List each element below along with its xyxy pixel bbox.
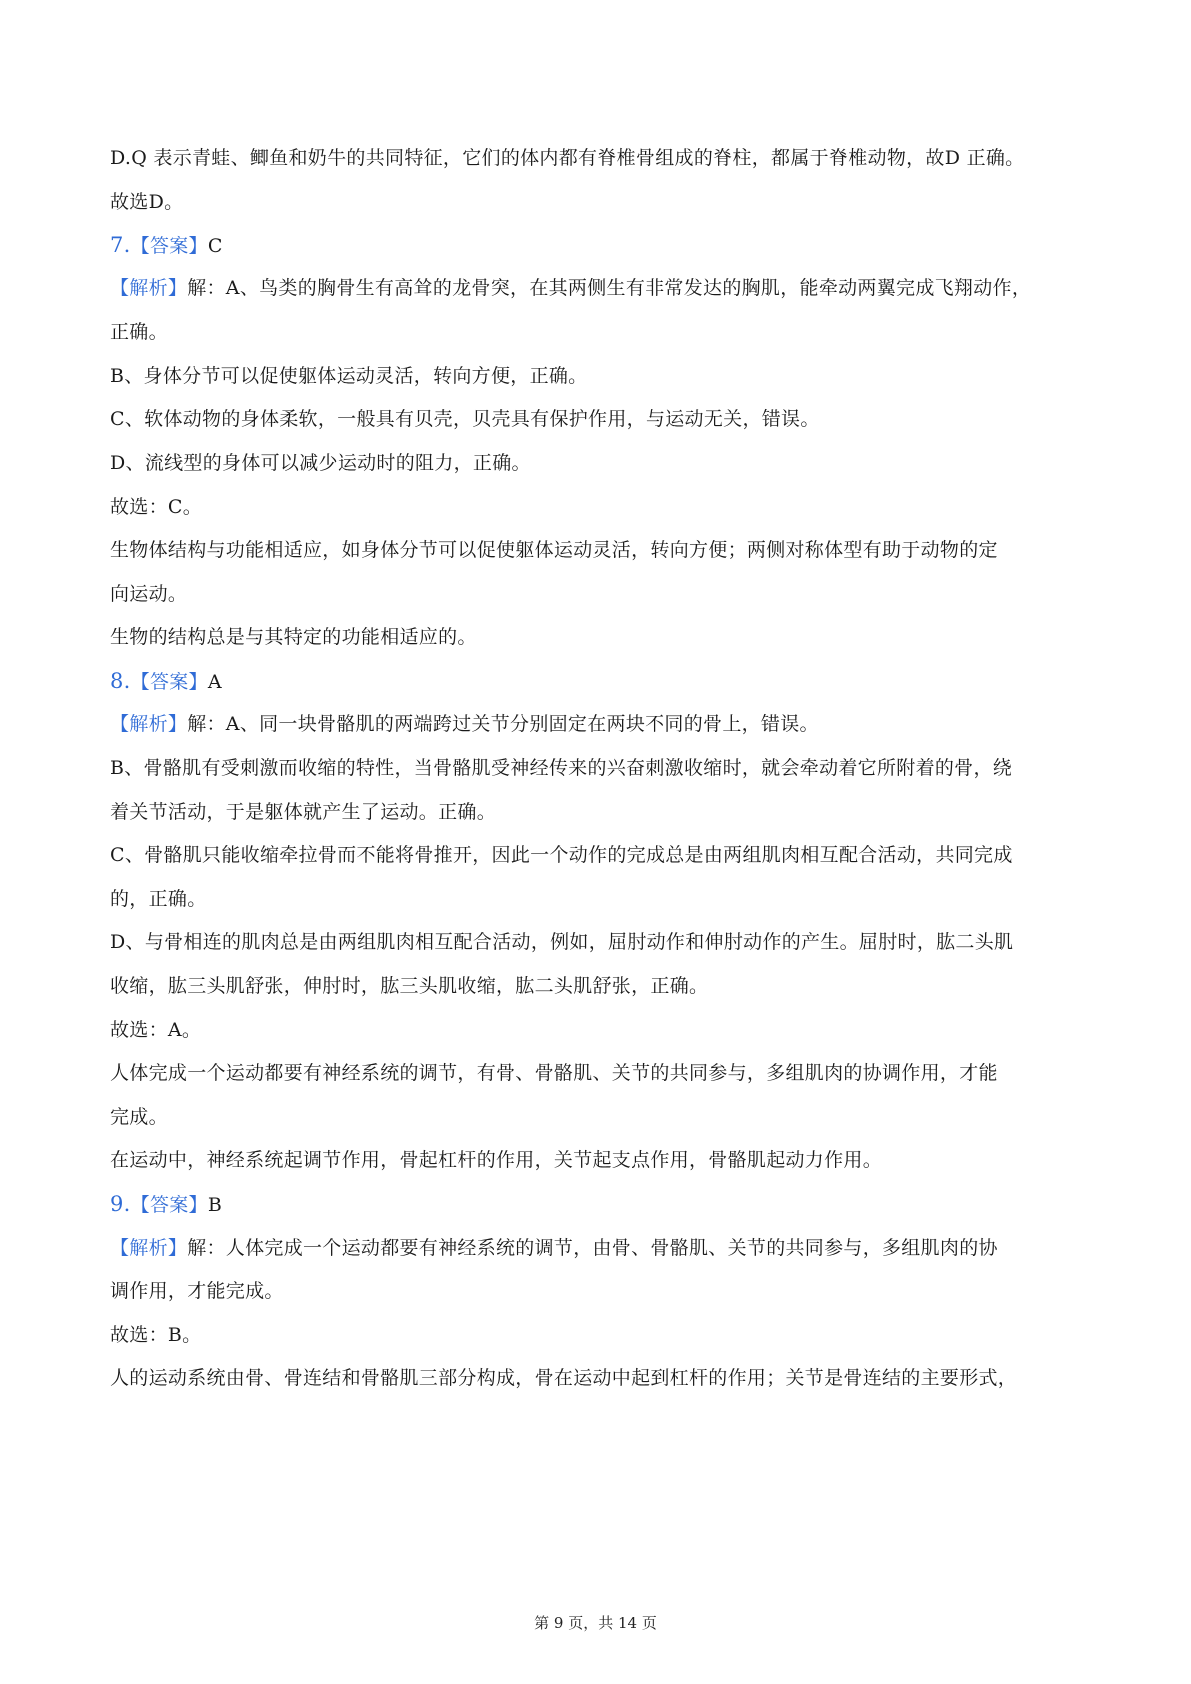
analysis-text: 解：A、鸟类的胸骨生有高耸的龙骨突，在其两侧生有非常发达的胸肌，能牵动两翼完成飞翔动作， xyxy=(187,277,1032,299)
text-line: 着关节活动，于是躯体就产生了运动。正确。 xyxy=(110,801,497,823)
text-line: 故选：B。 xyxy=(110,1324,202,1346)
answer-line-9 xyxy=(110,1192,222,1217)
analysis-text: 解：人体完成一个运动都要有神经系统的调节，由骨、骨骼肌、关节的共同参与，多组肌肉的协 xyxy=(187,1237,998,1259)
answer-value: C xyxy=(207,235,223,257)
text-line: B、骨骼肌有受刺激而收缩的特性，当骨骼肌受神经传来的兴奋刺激收缩时，就会牵动着它所附着的骨，绕 xyxy=(110,757,1013,779)
question-number: 8. xyxy=(110,669,131,693)
text-line: 的，正确。 xyxy=(110,888,207,910)
answer-line-8 xyxy=(110,669,222,694)
answer-value: A xyxy=(207,671,222,693)
analysis-line xyxy=(110,1236,998,1260)
question-number: 9. xyxy=(110,1192,131,1216)
answer-label: 【答案】 xyxy=(130,1194,208,1216)
text-line: 人的运动系统由骨、骨连结和骨骼肌三部分构成，骨在运动中起到杠杆的作用；关节是骨连结的主要形式， xyxy=(110,1367,1018,1389)
text-line: 正确。 xyxy=(110,321,168,343)
text-line: C、软体动物的身体柔软，一般具有贝壳，贝壳具有保护作用，与运动无关，错误。 xyxy=(110,408,820,430)
analysis-label: 【解析】 xyxy=(110,1237,188,1259)
answer-label: 【答案】 xyxy=(130,671,208,693)
page-footer: 第 9 页，共 14 页 xyxy=(534,1614,657,1632)
text-line: 故选：A。 xyxy=(110,1019,202,1041)
text-line: B、身体分节可以促使躯体运动灵活，转向方便，正确。 xyxy=(110,365,588,387)
text-line: 人体完成一个运动都要有神经系统的调节，有骨、骨骼肌、关节的共同参与，多组肌肉的协调作用，才能 xyxy=(110,1062,998,1084)
text-line: 完成。 xyxy=(110,1106,168,1128)
analysis-label: 【解析】 xyxy=(110,277,188,299)
text-line: 故选：C。 xyxy=(110,496,203,518)
answer-label: 【答案】 xyxy=(130,235,208,257)
analysis-text: 解：A、同一块骨骼肌的两端跨过关节分别固定在两块不同的骨上，错误。 xyxy=(187,713,819,735)
text-line: 生物的结构总是与其特定的功能相适应的。 xyxy=(110,626,477,648)
text-line: D.Q 表示青蛙、鲫鱼和奶牛的共同特征，它们的体内都有脊椎骨组成的脊柱，都属于脊椎动物，故D 正确。 xyxy=(110,147,1025,169)
text-line: 故选D。 xyxy=(110,191,184,213)
text-line: D、流线型的身体可以减少运动时的阻力，正确。 xyxy=(110,452,531,474)
analysis-line xyxy=(110,712,819,736)
text-line: 向运动。 xyxy=(110,583,188,605)
text-line: 调作用，才能完成。 xyxy=(110,1280,284,1302)
question-number: 7. xyxy=(110,233,131,257)
text-line: 在运动中，神经系统起调节作用，骨起杠杆的作用，关节起支点作用，骨骼肌起动力作用。 xyxy=(110,1149,883,1171)
text-line: 收缩，肱三头肌舒张，伸肘时，肱三头肌收缩，肱二头肌舒张，正确。 xyxy=(110,975,709,997)
answer-value: B xyxy=(207,1194,223,1216)
text-line: 生物体结构与功能相适应，如身体分节可以促使躯体运动灵活，转向方便；两侧对称体型有助于动物的定 xyxy=(110,539,998,561)
text-line: C、骨骼肌只能收缩牵拉骨而不能将骨推开，因此一个动作的完成总是由两组肌肉相互配合活动，共同完成 xyxy=(110,844,1013,866)
analysis-label: 【解析】 xyxy=(110,713,188,735)
analysis-line xyxy=(110,276,1031,300)
text-line: D、与骨相连的肌肉总是由两组肌肉相互配合活动，例如，屈肘动作和伸肘动作的产生。屈肘时，肱二头肌 xyxy=(110,931,1014,953)
answer-line-7 xyxy=(110,233,223,258)
